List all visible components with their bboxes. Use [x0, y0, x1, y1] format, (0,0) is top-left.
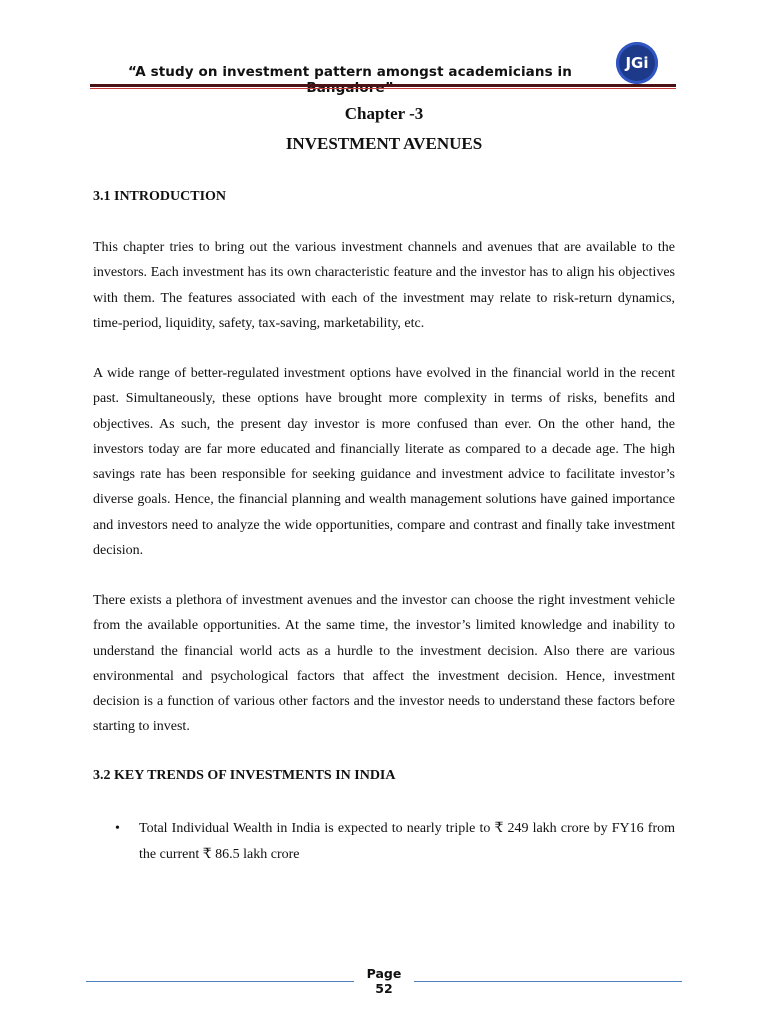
page-number-block — [354, 966, 414, 996]
bullet-item: Total Individual Wealth in India is expected to nearly triple to ₹ 249 lakh crore by FY16 from the current ₹ 86.5 lakh crore — [139, 821, 675, 862]
bullet-icon: • — [115, 821, 120, 836]
footer-rule-left — [86, 981, 354, 982]
chapter-number: Chapter -3 — [344, 104, 424, 123]
paragraph-3: There exists a plethora of investment avenues and the investor can choose the right investment vehicle from the available opportunities. At the same time, the investor’s limited knowledge and inability to understand the financial world acts as a hurdle to the investment decision. Also there are various environmental and psychological factors that affect the investment decision. Hence, investment decision is a function of various other factors and the investor needs to understand these factors before starting to invest. — [93, 593, 675, 735]
jgi-logo — [616, 42, 658, 84]
page-number: 52 — [375, 981, 393, 996]
section-heading-introduction: 3.1 INTRODUCTION — [93, 189, 227, 204]
logo-text: JGi — [625, 54, 649, 72]
header-rule-accent — [90, 88, 676, 89]
header-title: “A study on investment pattern amongst academicians in — [128, 64, 572, 80]
section-heading-key-trends: 3.2 KEY TRENDS OF INVESTMENTS IN INDIA — [93, 768, 396, 783]
paragraph-1: This chapter tries to bring out the various investment channels and avenues that are available to the investors. Each investment has its own characteristic feature and the investor has to align his objectives with them. The features associated with each of the investment may relate to risk-return dynamics, time-period, liquidity, safety, tax-saving, marketability, etc. — [93, 240, 675, 331]
chapter-title: INVESTMENT AVENUES — [285, 134, 483, 153]
page-label: Page — [366, 966, 402, 981]
paragraph-2: A wide range of better-regulated investment options have evolved in the financial world in the recent past. Simultaneously, these options have brought more complexity in terms of risks, benefits and objectives. As such, the present day investor is more confused than ever. On the other hand, the investors today are far more educated and financially literate as compared to a decade age. The high savings rate has been responsible for seeking guidance and investment advice to facilitate investor’s diverse goals. Hence, the financial planning and wealth management solutions have gained importance and investors need to analyze the wide opportunities, compare and contrast and finally take investment decision. — [93, 366, 675, 559]
bullet-list — [93, 816, 675, 867]
footer-rule-right — [414, 981, 682, 982]
header-rule — [90, 84, 676, 87]
